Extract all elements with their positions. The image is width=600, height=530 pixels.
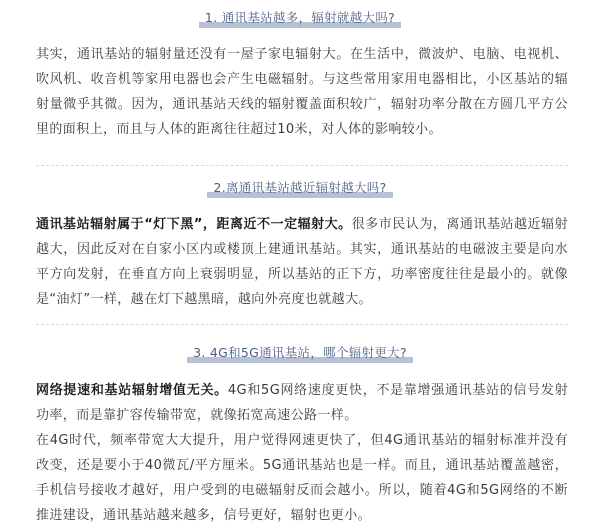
section-1-paragraph: 其实，通讯基站的辐射量还没有一屋子家电辐射大。在生活中，微波炉、电脑、电视机、吹风机、收音机等家用电器也会产生电磁辐射。与这些常用家用电器相比，小区基站的辐射量微乎其微。因为，通讯基站天线的辐射覆盖面积较广，辐射功率分散在方圆几平方公里的面积上，而且与人体的距离往往超过10米，对人体的影响较小。 <box>36 47 568 137</box>
section-divider <box>36 324 568 325</box>
section-heading-2: 2.离通讯基站越近辐射越大吗? <box>0 178 600 196</box>
section-3-paragraph-1: 网络提速和基站辐射增值无关。4G和5G网络速度更快，不是靠增强通讯基站的信号发射功率，而是靠扩容传输带宽，就像拓宽高速公路一样。 <box>36 383 568 423</box>
section-2-paragraph: 通讯基站辐射属于“灯下黑”，距离近不一定辐射大。很多市民认为，离通讯基站越近辐射越大，因此反对在自家小区内或楼顶上建通讯基站。其实，通讯基站的电磁波主要是向水平方向发射，在垂直方向上衰弱明显，所以基站的正下方，功率密度往往是最小的。就像是“油灯”一样，越在灯下越黑暗，越向外亮度也就越大。 <box>36 217 568 307</box>
section-heading-1: 1. 通讯基站越多，辐射就越大吗? <box>0 8 600 26</box>
section-heading-3: 3. 4G和5G通讯基站，哪个辐射更大? <box>0 343 600 361</box>
section-3-paragraph-2: 在4G时代，频率带宽大大提升，用户觉得网速更快了，但4G通讯基站的辐射标准并没有改变，还是要小于40微瓦/平方厘米。5G通讯基站也是一样。而且，通讯基站覆盖越密，手机信号接收才越好，用户受到的电磁辐射反而会越小。所以，随着4G和5G网络的不断推进建设，通讯基站越来越多，信号更好，辐射也更小。 <box>36 433 568 523</box>
section-divider <box>36 165 568 166</box>
paragraph-lead: 通讯基站辐射属于“灯下黑”，距离近不一定辐射大。 <box>36 217 352 232</box>
paragraph-lead: 网络提速和基站辐射增值无关。 <box>36 383 228 398</box>
